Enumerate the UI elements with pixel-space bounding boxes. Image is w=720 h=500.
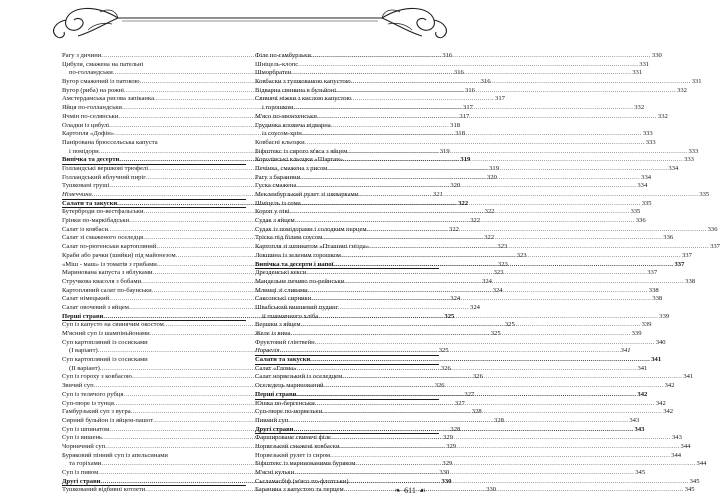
toc-entry-title: Мекленбурзький рулет зі шкварками [255, 191, 359, 198]
toc-entry [62, 339, 246, 348]
toc-entry-page: 325 [438, 347, 449, 355]
toc-entry-title: Чорничний суп [62, 442, 106, 450]
toc-entry-title: Баранина з капустою та перцем [255, 486, 344, 494]
toc-entry-title: по-голландськи [69, 69, 113, 77]
toc-entry-page: 342 [655, 399, 666, 407]
toc-leader-dots [293, 426, 633, 434]
toc-entry-page: 329 [446, 442, 457, 450]
toc-entry-title: Ячмін по-селянськи [62, 112, 119, 120]
toc-leader-dots [296, 391, 636, 399]
toc-entry-title: і помідори [69, 147, 99, 155]
toc-leader-dots [301, 321, 641, 329]
toc-entry-page: 328 [471, 408, 482, 416]
toc-entry-page: 319 [489, 164, 499, 172]
toc-entry-title: Салати та закуски [62, 199, 118, 207]
toc-entry-page: 340 [655, 338, 666, 346]
toc-entry-title: Суп із вишень [62, 434, 102, 442]
toc-leader-dots [322, 408, 662, 416]
toc-leader-dots [305, 139, 645, 147]
toc-entry-title: Дрезденські кекси [255, 269, 307, 277]
toc-leader-dots [302, 130, 642, 138]
toc-entry-title: Панірована брюссельська капуста [62, 138, 158, 146]
toc-entry-title: Цибуля, смажена на пательні [62, 60, 144, 68]
toc-entry [255, 338, 666, 348]
toc-entry-title: Бутерброди по-вестфальськи [62, 208, 144, 216]
toc-leader-dots [295, 217, 635, 225]
toc-entry-page: 335 [641, 199, 652, 207]
toc-entry-title: із соусом-хрін [262, 130, 302, 138]
toc-leader-dots [301, 200, 641, 208]
toc-entry [255, 60, 650, 70]
toc-entry-page: 326 [440, 364, 451, 372]
toc-entry-page: 316 [442, 52, 453, 59]
toc-leader-dots [369, 243, 709, 251]
toc-entry-title: Судак із помідорами і солодким перцем [255, 225, 367, 233]
toc-entry-page: 322 [470, 217, 481, 225]
toc-leader-dots [291, 69, 631, 77]
toc-entry-title: М'ясний суп із шампіньйонами [62, 330, 150, 337]
toc-entry-title: Сьєламасбіф (м'ясо по-флотськи) [255, 477, 349, 485]
toc-entry-page: 321 [432, 191, 443, 198]
toc-leader-dots [293, 104, 633, 112]
toc-entry-title: Гуска смажена [255, 182, 297, 190]
toc-entry-title: Ковбаски з тушкованою капустою [255, 78, 351, 86]
toc-entry-title: Суп із шпинатом [62, 425, 110, 433]
toc-entry-page: 324 [450, 295, 461, 303]
toc-entry-title: (II варіант) [69, 364, 100, 372]
toc-leader-dots [349, 478, 689, 486]
toc-entry-title: «Міш - маш» із томатів з грибами [62, 260, 157, 268]
toc-entry-title: Випічка та десерти і напої [255, 260, 334, 268]
toc-entry-page: 329 [443, 434, 453, 442]
toc-entry-page: 333 [684, 156, 694, 164]
toc-leader-dots [324, 382, 664, 390]
toc-entry-page: 320 [450, 182, 461, 190]
toc-entry-title: Оселедець маринований [255, 382, 324, 390]
toc-entry-page: 338 [648, 286, 659, 294]
toc-entry-title: Печінка, смажена з рисом [255, 164, 328, 172]
toc-entry-page: 324 [470, 303, 480, 311]
toc-entry-page: 341 [683, 373, 694, 381]
toc-entry-page: 339 [659, 312, 670, 320]
toc-entry-page: 324 [492, 286, 503, 294]
toc-leader-dots [344, 278, 684, 286]
toc-entry-title: ії пшеничного хліба [262, 312, 319, 320]
toc-entry-title: Маринована капуста з яблуками [62, 269, 153, 277]
toc-leader-dots [311, 295, 651, 303]
toc-entry-title: Пивний суп [255, 416, 289, 424]
right-flourish-icon: ☙ [418, 486, 426, 495]
toc-entry-title: Голландський яблучний пиріг [62, 173, 146, 181]
toc-entry-page: 328 [450, 425, 461, 433]
toc-entry-page: 337 [674, 260, 685, 268]
toc-entry-page: 343 [629, 416, 640, 424]
toc-entry-title: Сирний бульйон із яйцем-пашот [62, 416, 153, 424]
toc-leader-dots [330, 452, 670, 460]
toc-entry-title: Шніцель із сома [255, 199, 301, 207]
toc-entry-page: 344 [696, 460, 707, 468]
toc-entry-title: Саксонські сирники [255, 295, 312, 303]
toc-entry-page: 323 [497, 260, 508, 268]
toc-entry-title: Амстердамська рисова запіканка [62, 95, 154, 103]
toc-entry-title: Норвезький рулет із сиром [255, 451, 331, 459]
toc-leader-dots [358, 191, 698, 199]
toc-entry-page: 328 [494, 416, 504, 424]
toc-leader-dots [355, 460, 695, 468]
toc-entry-page: 332 [677, 86, 687, 94]
toc-entry-page: 316 [480, 78, 491, 86]
toc-entry-title: Випічка та десерти [62, 156, 120, 164]
toc-entry-page: 329 [442, 460, 453, 468]
toc-entry-page: 322 [484, 234, 495, 242]
toc-entry-title: Суп із пивом [62, 469, 99, 476]
toc-entry-page: 331 [639, 60, 650, 68]
toc-entry-title: Салат «Глома» [255, 364, 297, 372]
toc-entry-title: Рагу з дичини [62, 52, 102, 59]
toc-entry-page: 316 [465, 86, 475, 94]
toc-leader-dots [322, 234, 662, 242]
toc-entry-title: Мандельне печиво по-рейнськи [255, 277, 345, 285]
toc-entry-title: і горошком [262, 104, 294, 112]
toc-entry-title: Перші страви [255, 390, 297, 398]
toc-leader-dots [347, 148, 687, 156]
toc-entry-page: 318 [455, 130, 465, 138]
toc-entry-title: Судак з яйцем [255, 217, 295, 225]
toc-entry [62, 452, 246, 461]
toc-entry-title: Королівські кльоцки «Шарган» [255, 156, 344, 164]
toc-entry-title: Вугор (риба) на рожні [62, 86, 124, 94]
toc-leader-dots [308, 287, 648, 295]
toc-entry-page: 342 [663, 408, 674, 416]
toc-entry-title: Тріска під білим соусом [255, 234, 323, 242]
toc-leader-dots [342, 373, 682, 381]
toc-entry-title: Швабський вишневий пудинг [255, 303, 339, 311]
toc-entry-title: Салати та закуски [255, 356, 311, 364]
toc-entry-page: 333 [642, 130, 653, 138]
toc-entry-title: Стручкова квасоля з бобами [62, 277, 142, 285]
toc-entry-page: 335 [630, 208, 641, 216]
page-footer [394, 486, 426, 495]
toc-entry-title: Шніцель-клопс [255, 60, 299, 68]
toc-entry-page: 338 [652, 295, 663, 303]
toc-entry-title: Шморбратен [255, 69, 292, 77]
toc-entry-title: Суп-пюре із тунця [62, 399, 114, 407]
toc-entry-page: 330 [439, 469, 450, 476]
toc-entry-page: 333 [688, 147, 699, 155]
toc-entry-title: Картопля зі шпинатом «Пташині гнізда» [255, 243, 370, 251]
toc-entry-page: 331 [691, 78, 702, 86]
toc-leader-dots [367, 226, 707, 234]
toc-entry-title: Желе із вина [255, 330, 291, 337]
toc-leader-dots [310, 356, 650, 364]
toc-leader-dots [327, 165, 667, 173]
toc-entry-title: Краби або рачки (шийки) під майонезом [62, 251, 176, 259]
toc-entry-page: 344 [671, 451, 682, 459]
toc-entry-title: (I варіант) [69, 347, 98, 355]
toc-entry-page: 341 [637, 364, 648, 372]
left-flourish-icon: ❧ [394, 486, 402, 495]
toc-entry-page: 323 [497, 243, 508, 251]
toc-entry-page: 325 [504, 321, 515, 329]
toc-entry-title: Салат із ковбаси [62, 225, 108, 233]
toc-entry-page: 341 [651, 356, 662, 364]
toc-entry-page: 323 [493, 269, 504, 277]
toc-entry [255, 122, 439, 131]
toc-entry-title: Перші страви [62, 312, 104, 320]
toc-entry-title: Вершки з яйцем [255, 321, 301, 329]
toc-entry-title: Юшка по-бергенськи [255, 399, 315, 407]
toc-entry-page: 331 [632, 69, 643, 77]
toc-leader-dots [298, 61, 638, 69]
toc-entry-page: 341 [620, 347, 631, 355]
toc-entry-title: Відварна свинина в бульйоні [255, 86, 337, 94]
toc-entry-page: 334 [641, 173, 652, 181]
toc-entry-title: Тушкований відбивні котлети [62, 486, 146, 494]
toc-entry-page: 343 [672, 434, 682, 442]
toc-entry-title: Салат по-рюгенськи картопляний [62, 243, 157, 251]
toc-entry-page: 344 [680, 442, 691, 450]
toc-entry-title: Тушковані груші [62, 182, 110, 190]
toc-entry-title: Короп у піві [255, 208, 290, 216]
toc-entry-page: 339 [631, 330, 642, 337]
toc-entry-page: 336 [707, 225, 718, 233]
toc-entry-title: Картопля «Дофін» [62, 130, 115, 138]
toc-entry-page: 324 [482, 277, 492, 285]
toc-entry-page: 345 [689, 477, 700, 485]
toc-entry-page: 325 [490, 330, 501, 337]
toc-entry-title: Другі страви [255, 425, 294, 433]
toc-entry-title: Салат зі смаженого оселедця [62, 234, 144, 242]
toc-entry-page: 335 [699, 191, 710, 198]
toc-leader-dots [280, 347, 620, 355]
toc-entry-title: Свинячі ніжки з кислою капустою [255, 95, 352, 103]
toc-leader-dots [315, 400, 655, 408]
toc-entry [255, 451, 682, 461]
toc-entry [62, 139, 246, 148]
toc-entry-page: 319 [460, 156, 471, 164]
toc-entry-title: Салат овочевий з яйцем [62, 303, 129, 311]
toc-entry-page: 327 [454, 399, 465, 407]
toc-entry-title: М'ясні кульки [255, 469, 295, 476]
toc-leader-dots [339, 443, 679, 451]
toc-entry-page: 337 [682, 251, 692, 259]
toc-entry-title: Вугор смажений із патокою [62, 78, 140, 86]
toc-entry-page: 337 [710, 243, 720, 251]
toc-entry-page: 330 [486, 486, 497, 494]
toc-entry-title: Норвезький смажені ковбаски [255, 442, 340, 450]
toc-entry-title: Другі страви [62, 477, 101, 485]
toc-entry-title: Яйця по-голландськи [62, 104, 122, 112]
toc-entry-page: 343 [634, 425, 645, 433]
toc-leader-dots [333, 261, 673, 269]
toc-entry-title: Суп картопляний із сосисками [62, 356, 148, 364]
toc-entry-title: Норвегія [255, 347, 280, 355]
toc-entry-title: Суп-пюре по-норвезьки [255, 408, 323, 416]
toc-entry-page: 336 [663, 234, 674, 242]
toc-entry-page: 336 [635, 217, 646, 225]
toc-entry [62, 356, 246, 365]
toc-entry-page: 326 [434, 382, 445, 390]
toc-entry-page: 342 [637, 390, 648, 398]
toc-entry-page: 342 [664, 382, 675, 390]
toc-entry-page: 334 [668, 164, 679, 172]
toc-entry-title: Салат німецький [62, 295, 110, 303]
toc-leader-dots [317, 113, 657, 121]
toc-entry-page: 338 [685, 277, 696, 285]
toc-entry-title: Ковбасні кльоцки [255, 138, 305, 146]
toc-entry-title: Голландські вершкові трюфелі [62, 164, 149, 172]
toc-entry [62, 61, 246, 70]
toc-entry-title: Біфштекс із сирого м'яса з яйцем [255, 147, 348, 155]
toc-leader-dots [343, 156, 683, 164]
toc-leader-dots [288, 417, 628, 425]
toc-entry-page: 323 [516, 251, 527, 259]
toc-entry [255, 138, 656, 148]
toc-entry-page: 322 [458, 199, 469, 207]
toc-leader-dots [306, 269, 646, 277]
toc-entry-page: 345 [635, 469, 646, 476]
toc-entry-title: Млинці зі сливами [255, 286, 308, 294]
toc-entry-title: Локшина із зеленим горошком [255, 251, 341, 259]
toc-entry-page: 318 [450, 121, 461, 129]
toc-entry-title: Гамбурзький суп з вугра [62, 408, 131, 416]
toc-entry-page: 317 [463, 104, 473, 112]
toc-entry-page: 330 [651, 52, 662, 59]
toc-leader-dots [341, 252, 681, 260]
toc-leader-dots [296, 365, 636, 373]
toc-section-heading [255, 356, 662, 365]
toc-entry-page: 320 [486, 173, 497, 181]
toc-entry-title: Оладки із цибулі [62, 121, 110, 129]
toc-leader-dots [300, 174, 640, 182]
toc-entry-page: 319 [439, 147, 450, 155]
toc-entry [255, 304, 439, 313]
toc-entry-title: та горіхами [69, 460, 102, 468]
toc-entry-page: 316 [453, 69, 464, 77]
toc-leader-dots [315, 339, 655, 347]
toc-entry [255, 95, 439, 104]
toc-entry-page: 332 [634, 104, 645, 112]
toc-entry-title: Суп із капусто на свинячим окостом [62, 321, 164, 329]
toc-entry-page: 325 [444, 312, 455, 320]
toc-entry-title: Грінки по-маркібадськи [62, 217, 130, 225]
toc-entry-title: Суп картопляний із сосисками [62, 338, 148, 346]
toc-entry-page: 339 [641, 321, 652, 329]
toc-entry-page: 322 [484, 208, 495, 216]
toc-entry [255, 191, 710, 200]
toc-entry-page: 327 [464, 390, 475, 398]
toc-entry-page: 330 [441, 477, 452, 485]
toc-entry-page: 317 [459, 112, 470, 120]
toc-entry-title: Рагу з баранини [255, 173, 301, 181]
toc-entry-title: Німеччина [62, 191, 92, 198]
toc-leader-dots [331, 434, 671, 442]
toc-leader-dots [291, 330, 631, 338]
header-ornament [0, 0, 500, 40]
toc-entry-page: 334 [637, 182, 648, 190]
page-number: 611 [404, 486, 416, 495]
toc-entry-page: 333 [645, 138, 656, 146]
toc-leader-dots [289, 208, 629, 216]
toc-leader-dots [318, 313, 658, 321]
toc-entry-page: 332 [657, 112, 668, 120]
toc-leader-dots [351, 78, 691, 86]
toc-leader-dots [311, 52, 651, 60]
toc-entry-page: 322 [449, 225, 459, 233]
toc-entry-title: Фруктовий ґлінтвейн [255, 338, 315, 346]
toc-entry-title: М'ясо по-мюнхенськи [255, 112, 317, 120]
toc-entry-page: 317 [495, 95, 505, 103]
toc-entry-title: Суп із телячого рубця [62, 390, 124, 398]
toc-leader-dots [296, 182, 636, 190]
toc-leader-dots [336, 87, 676, 95]
toc-entry-title: Картопляний салат по-баунськи [62, 286, 152, 294]
toc-entry-page: 337 [647, 269, 658, 277]
toc-entry-title: Філе по-гамбурзьки [255, 52, 311, 59]
toc-leader-dots [294, 469, 634, 477]
toc-entry-title: Салат норвезький із оселедцем [255, 373, 343, 381]
toc-entry-title: Фаршироване свинячі філе [255, 434, 331, 442]
toc-entry-title: Грудинка яловича відварна [255, 121, 331, 129]
toc-entry-title: Суп із гороху з ковбасою [62, 373, 132, 381]
toc-entry-title: Звичий суп [62, 382, 94, 390]
toc-entry-page: 345 [684, 486, 695, 494]
toc-entry-page: 326 [472, 373, 483, 381]
toc-entry-title: Біфштекс із маринованими буряком [255, 460, 356, 468]
toc-entry-title: Буряковий пінний суп із апельсинами [62, 451, 168, 459]
